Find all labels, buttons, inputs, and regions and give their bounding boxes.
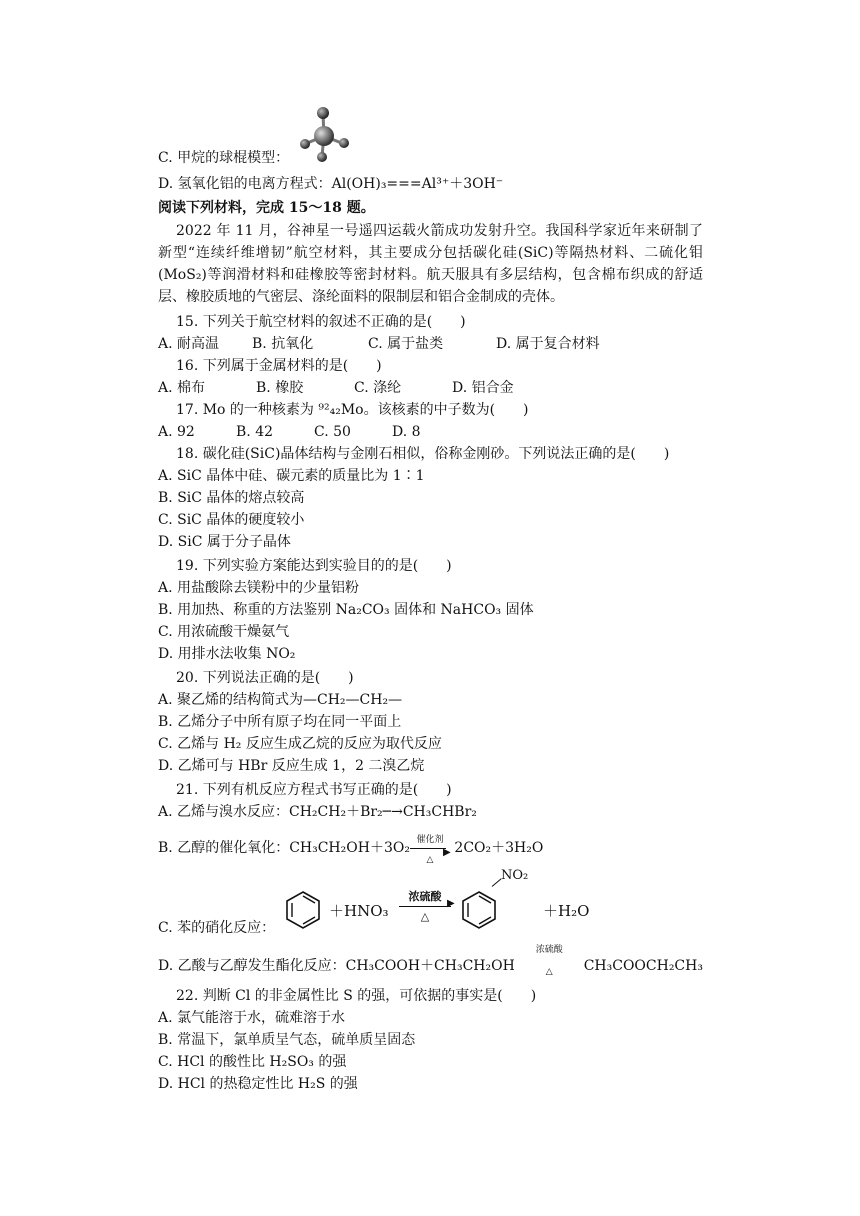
question-21-option-c-label: C. 苯的硝化反应： — [158, 920, 276, 936]
reaction-arrow — [410, 835, 451, 865]
question-20-option-a: A. 聚乙烯的结构简式为—CH₂—CH₂— — [158, 692, 403, 708]
equation-right: CH₃COOCH₂CH₃ — [583, 958, 703, 974]
option: C. 50 — [314, 424, 351, 440]
option: C. 涤纶 — [354, 380, 402, 396]
question-20: 20. 下列说法正确的是( ) — [176, 670, 354, 686]
option: D. 铝合金 — [452, 380, 514, 396]
question-16-options — [158, 378, 514, 398]
question-18-option-b: B. SiC 晶体的熔点较高 — [158, 490, 305, 506]
option: B. 橡胶 — [256, 380, 304, 396]
question-19: 19. 下列实验方案能达到实验目的的是( ) — [176, 558, 452, 574]
question-20-option-c: C. 乙烯与 H₂ 反应生成乙烷的反应为取代反应 — [158, 736, 442, 752]
question-19-option-c: C. 用浓硫酸干燥氨气 — [158, 624, 290, 640]
question-18-option-c: C. SiC 晶体的硬度较小 — [158, 512, 305, 528]
question-19-option-d: D. 用排水法收集 NO₂ — [158, 646, 296, 662]
question-22-option-d: D. HCl 的热稳定性比 H₂S 的强 — [158, 1076, 358, 1092]
nitration-equation — [285, 868, 605, 938]
option: D. 8 — [392, 424, 421, 440]
question-20-option-b: B. 乙烯分子中所有原子均在同一平面上 — [158, 714, 402, 730]
question-17: 17. Mo 的一种核素为 ⁹²₄₂Mo。该核素的中子数为( ) — [176, 402, 529, 418]
question-21-option-a: A. 乙烯与溴水反应：CH₂CH₂＋Br₂─→CH₃CHBr₂ — [158, 804, 477, 820]
option-d-aloh: D. 氢氧化铝的电离方程式：Al(OH)₃===Al³⁺＋3OH⁻ — [158, 176, 504, 192]
nitrobenzene-icon — [461, 890, 497, 930]
question-21: 21. 下列有机反应方程式书写正确的是( ) — [176, 782, 452, 798]
option-c-methane: C. 甲烷的球棍模型： — [158, 150, 290, 166]
product-water: ＋H₂O — [543, 902, 590, 920]
question-21-option-d — [158, 945, 703, 980]
question-22: 22. 判断 Cl 的非金属性比 S 的强，可依据的事实是( ) — [176, 988, 537, 1004]
question-22-option-c: C. HCl 的酸性比 H₂SO₃ 的强 — [158, 1054, 347, 1070]
question-17-options — [158, 422, 421, 442]
reading-passage: 2022 年 11 月，谷神星一号遥四运载火箭成功发射升空。我国科学家近年来研制了新型“连续纤维增韧”航空材料，其主要成分包括碳化硅(SiC)等隔热材料、二硫化钼(MoS₂)等润滑材料和硅橡胶等密封材料。航天服具有多层结构，包含棉布织成的舒适层、橡胶质地的气密层、涤纶面料的限制层和铝合金制成的壳体。 — [158, 223, 703, 305]
nitro-group: NO₂ — [501, 868, 529, 883]
condition-heat: △ — [426, 855, 434, 865]
question-22-option-b: B. 常温下，氯单质呈气态，硫单质呈固态 — [158, 1032, 416, 1048]
condition-sulfuric-acid: 浓硫酸 — [408, 890, 442, 903]
condition-heat: △ — [545, 967, 553, 977]
question-19-option-b: B. 用加热、称重的方法鉴别 Na₂CO₃ 固体和 NaHCO₃ 固体 — [158, 602, 534, 618]
equation-right: 2CO₂＋3H₂O — [454, 840, 544, 856]
reaction-arrow — [399, 906, 451, 907]
benzene-icon — [285, 890, 321, 930]
question-19-option-a: A. 用盐酸除去镁粉中的少量铝粉 — [158, 580, 360, 596]
question-18-option-a: A. SiC 晶体中硅、碳元素的质量比为 1∶1 — [158, 468, 425, 484]
question-20-option-d: D. 乙烯可与 HBr 反应生成 1，2 二溴乙烷 — [158, 758, 425, 774]
reagent-hno3: ＋HNO₃ — [329, 902, 389, 920]
question-18: 18. 碳化硅(SiC)晶体结构与金刚石相似，俗称金刚砂。下列说法正确的是( ) — [176, 446, 670, 462]
question-21-option-b — [158, 835, 544, 865]
condition-heat: △ — [420, 910, 430, 923]
option: B. 抗氧化 — [252, 336, 314, 352]
option: C. 属于盐类 — [368, 336, 444, 352]
equation-left: D. 乙酸与乙醇发生酯化反应：CH₃COOH＋CH₃CH₂OH — [158, 958, 515, 974]
reading-instruction: 阅读下列材料，完成 15～18 题。 — [158, 200, 375, 216]
question-16: 16. 下列属于金属材料的是( ) — [176, 358, 382, 374]
arrow-head-icon: ▶ — [447, 898, 455, 909]
question-15: 15. 下列关于航空材料的叙述不正确的是( ) — [176, 314, 466, 330]
question-22-option-a: A. 氯气能溶于水，硫难溶于水 — [158, 1010, 346, 1026]
condition-catalyst: 催化剂 — [416, 835, 444, 845]
question-15-options — [158, 334, 600, 354]
option: A. 92 — [158, 424, 195, 440]
option: D. 属于复合材料 — [496, 336, 600, 352]
question-18-option-d: D. SiC 属于分子晶体 — [158, 534, 291, 550]
option: A. 棉布 — [158, 380, 206, 396]
methane-ball-stick-icon — [298, 106, 352, 164]
condition-sulfuric-acid: 浓硫酸 — [535, 945, 563, 955]
option: A. 耐高温 — [158, 336, 220, 352]
option: B. 42 — [236, 424, 274, 440]
reaction-condition — [519, 945, 579, 980]
equation-left: B. 乙醇的催化氧化：CH₃CH₂OH＋3O₂ — [158, 840, 410, 856]
arrow-head-icon: ▶ — [442, 847, 451, 858]
